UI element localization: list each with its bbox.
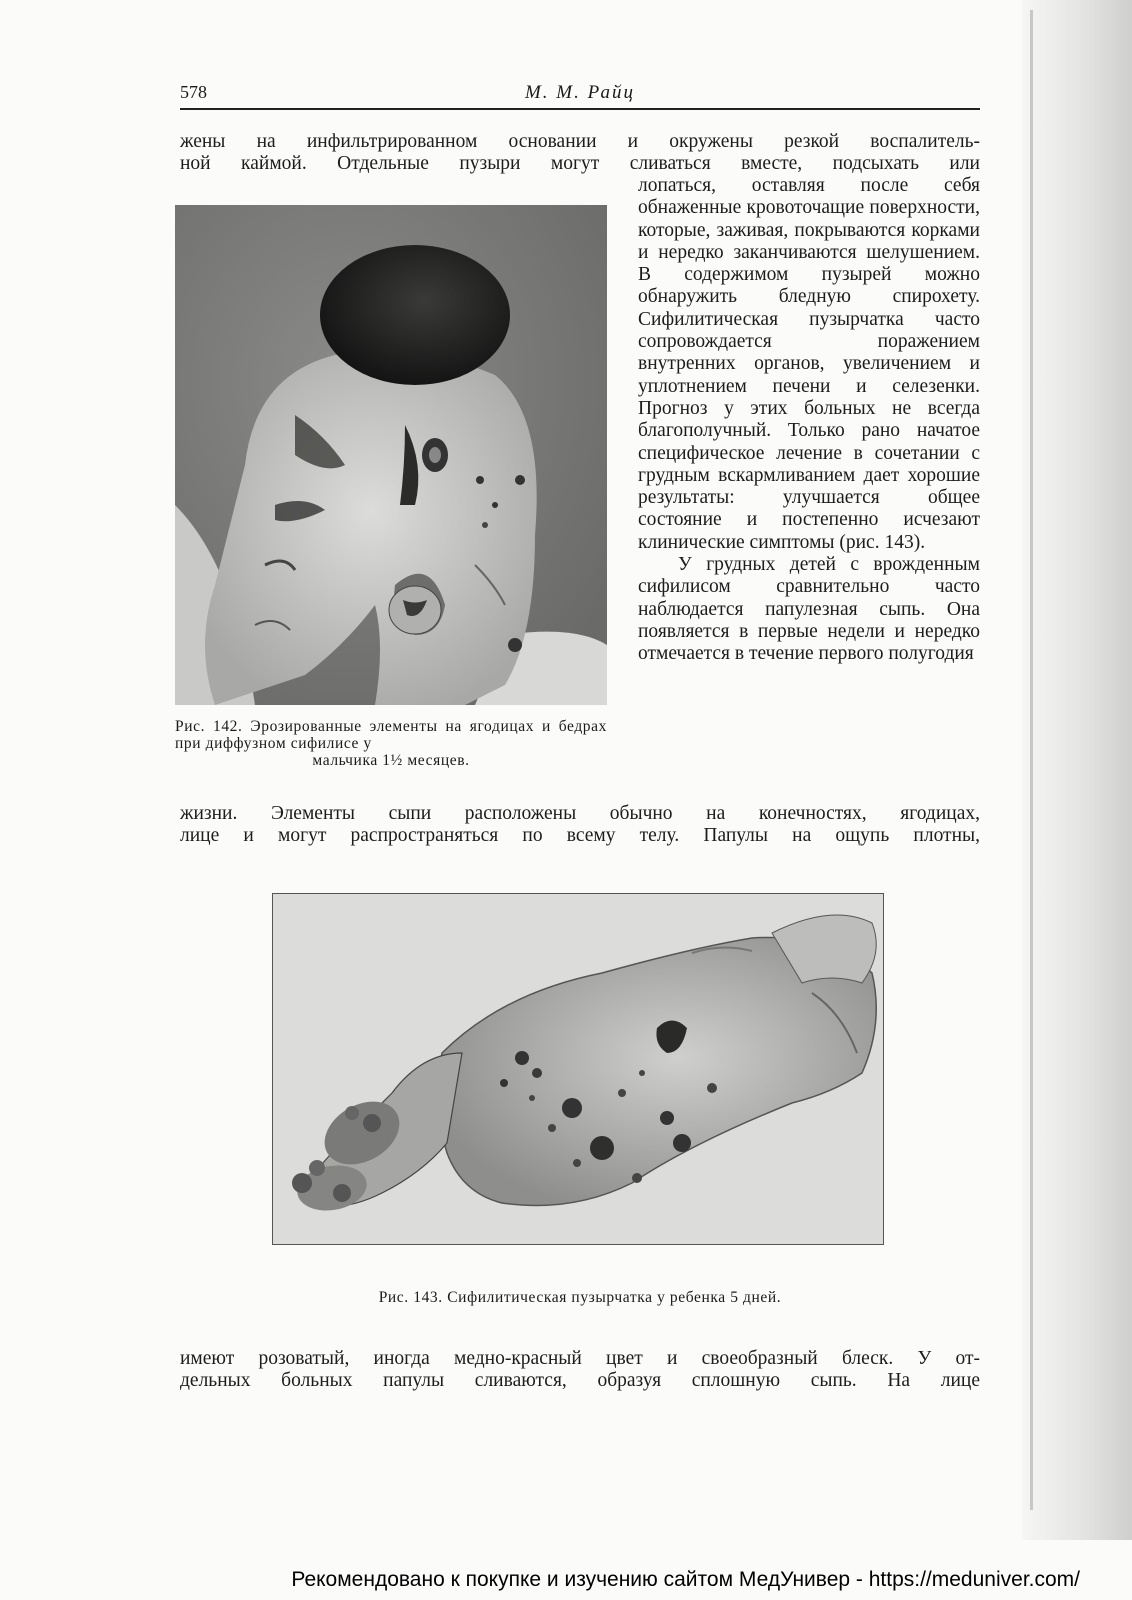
text-line: ной каймой. Отдельные пузыри могут сливаться вместе, подсыхать или [180, 153, 980, 175]
page-header [180, 78, 980, 110]
text-line: имеют розоватый, иногда медно-красный цвет и своеобразный блеск. У от- [180, 1348, 980, 1369]
column-paragraph-2: У грудных детей с врожденным сифилисом сравнительно часто наблюдается папулезная сыпь. Она появляется в первые недели и нередко отмечается в течение первого полугодия [638, 554, 980, 665]
page-edge-shadow [1022, 0, 1132, 1540]
figure-143-illustration [272, 893, 884, 1245]
text-line: лице и могут распространяться по всему телу. Папулы на ощупь плотны, [180, 825, 980, 847]
column-paragraph-1: лопаться, оставляя после себя обнаженные кровоточащие поверхности, которые, заживая, покрываются корками и нередко заканчиваются шелушением. В содержимом пузырей можно обнаружить бледную спирохету. Сифилитическая пузырчатка часто сопровождается поражением внутренних органов, увеличением и уплотнением печени и селезенки. Прогноз у этих больных не всегда благополучный. Только рано начатое специфическое лечение в сочетании с грудным вскармливанием дает хорошие результаты: улучшается общее состояние и постепенно исчезают клинические симптомы (рис. 143). [638, 175, 980, 553]
text-line: жизни. Элементы сыпи расположены обычно на конечностях, ягодицах, [180, 803, 980, 824]
running-head: М. М. Райц [524, 82, 636, 103]
figure-143-caption: Рис. 143. Сифилитическая пузырчатка у ребенка 5 дней. [378, 1289, 782, 1306]
figure-142-caption-last: мальчика 1½ месяцев. [312, 752, 470, 769]
continuation-text [180, 803, 980, 848]
text-line: жены на инфильтрированном основании и окружены резкой воспалитель- [180, 131, 980, 152]
intro-text [180, 131, 980, 176]
page-number: 578 [180, 82, 207, 102]
figure-142-caption [175, 718, 607, 769]
text-line: дельных больных папулы сливаются, образуя сплошную сыпь. На лице [180, 1370, 980, 1392]
figure-142-illustration [175, 205, 607, 705]
final-text [180, 1348, 980, 1393]
site-watermark: Рекомендовано к покупке и изучению сайтом МедУнивер - https://meduniver.com/ [291, 1568, 1080, 1591]
right-column [638, 175, 980, 666]
page-edge-line [1030, 10, 1033, 1510]
figure-142-caption-main: Рис. 142. Эрозированные элементы на ягодицах и бедрах при диффузном сифилисе у [175, 718, 607, 752]
